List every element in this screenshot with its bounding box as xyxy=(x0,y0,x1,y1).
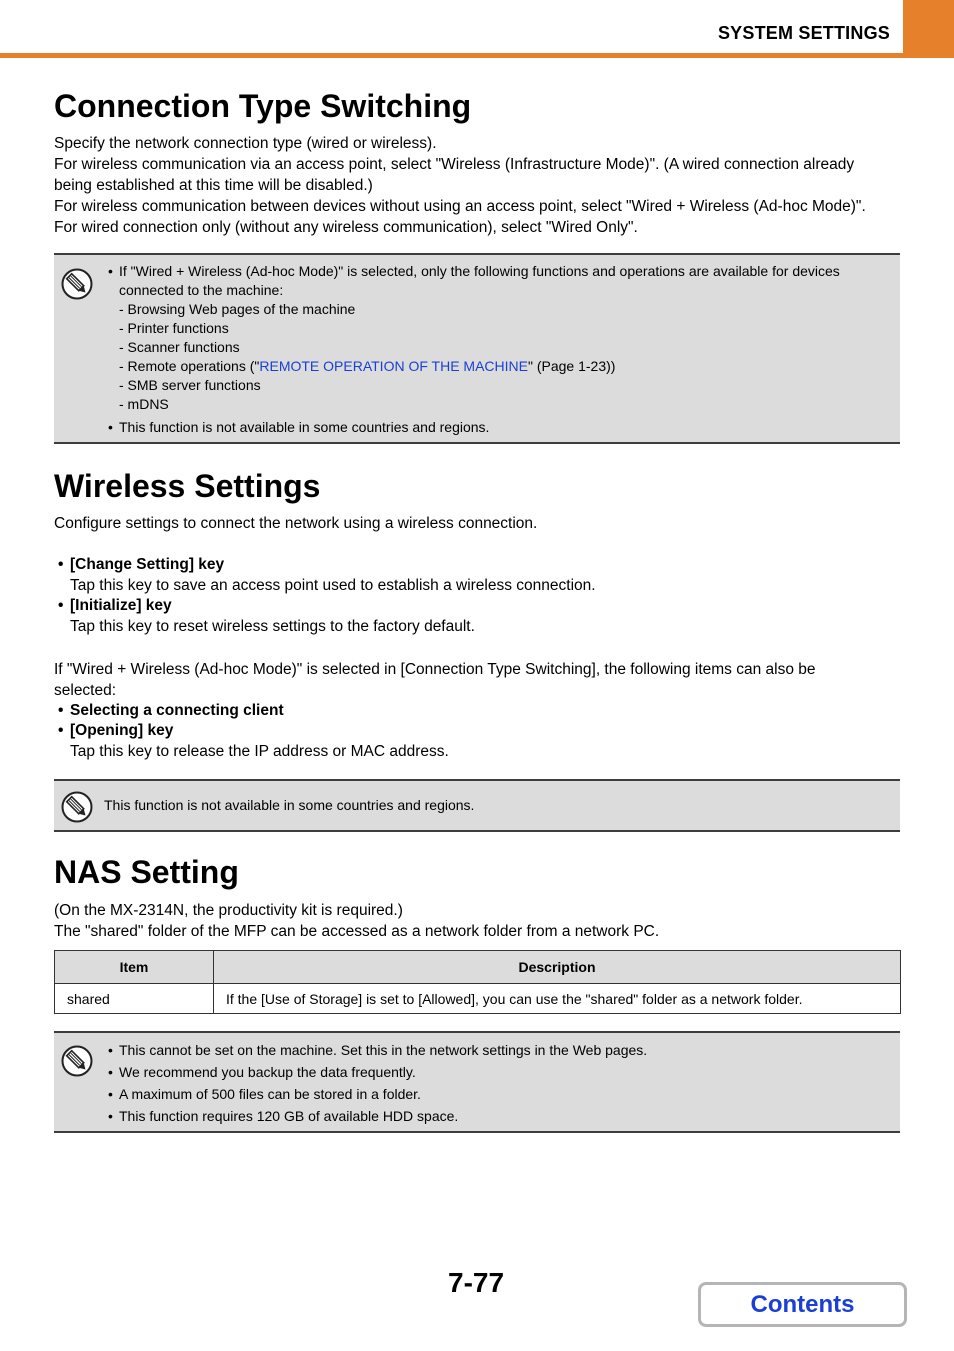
note-box-nas xyxy=(54,1031,900,1133)
note-text: • This cannot be set on the machine. Set this in the network settings in the Web pages. • We recommend you backup the data frequently. • A maximum of 500 files can be stored in a folder. • This function requires 120 GB of available HDD space. xyxy=(108,1042,648,1124)
nas-table xyxy=(54,950,901,1014)
note-list-item: - Printer functions xyxy=(119,320,229,336)
table-row xyxy=(55,984,901,1014)
note-list-item: - Browsing Web pages of the machine xyxy=(119,301,356,317)
column-header-item: Item xyxy=(55,951,214,984)
intro-line: For wired connection only (without any wireless communication), select "Wired Only". xyxy=(54,219,638,236)
note-bullet: If "Wired + Wireless (Ad-hoc Mode)" is selected, only the following functions and operations are available for devices xyxy=(119,263,840,279)
change-setting-key-desc: Tap this key to save an access point used to establish a wireless connection. xyxy=(70,577,596,594)
note-list-item: - SMB server functions xyxy=(119,377,261,393)
initialize-key-item: • [Initialize] key xyxy=(58,597,172,614)
pencil-note-icon xyxy=(61,791,93,823)
opening-key-desc: Tap this key to release the IP address or MAC address. xyxy=(70,743,449,760)
note-text: • If "Wired + Wireless (Ad-hoc Mode)" is selected, only the following functions and operations are available for devices connected to the machine: - Browsing Web pages of the machine - Printer functions - Scanner functions - Remote operations ("REMOTE OPERATION OF THE MACHINE" (Page 1-23)) - SMB server functions - mDNS • This function is not available in some countries and regions. xyxy=(108,263,840,435)
nas-intro: (On the MX-2314N, the productivity kit is required.) The "shared" folder of the MFP can be accessed as a network folder from a network PC. xyxy=(54,902,660,940)
section-header-title: SYSTEM SETTINGS xyxy=(717,23,890,43)
header-rule xyxy=(0,53,954,58)
pencil-note-icon xyxy=(61,268,93,300)
note-list-item: - Remote operations ("REMOTE OPERATION OF THE MACHINE" (Page 1-23)) xyxy=(119,358,616,374)
selecting-client-item: • Selecting a connecting client xyxy=(58,702,284,719)
column-header-description: Description xyxy=(214,951,901,984)
note-bullet: This function is not available in some countries and regions. xyxy=(119,419,490,435)
contents-button[interactable]: Contents xyxy=(698,1282,907,1327)
note-box-wireless xyxy=(54,779,900,832)
intro-line: For wireless communication via an access point, select "Wireless (Infrastructure Mode)". (A wired connection already xyxy=(54,156,855,173)
pencil-note-icon xyxy=(61,1045,93,1077)
table-cell-description: If the [Use of Storage] is set to [Allowed], you can use the "shared" folder as a network folder. xyxy=(214,984,901,1014)
note-bullet: This function requires 120 GB of available HDD space. xyxy=(119,1108,459,1124)
initialize-key-desc: Tap this key to reset wireless settings to the factory default. xyxy=(70,618,475,635)
note-text: This function is not available in some countries and regions. xyxy=(104,797,475,813)
wireless-intro: Configure settings to connect the network using a wireless connection. xyxy=(54,515,538,532)
note-bullet: We recommend you backup the data frequently. xyxy=(119,1064,416,1080)
intro-line: being established at this time will be disabled.) xyxy=(54,177,373,194)
note-line: connected to the machine: xyxy=(119,282,284,298)
heading-connection-type-switching: Connection Type Switching xyxy=(54,88,472,124)
note-bullet: A maximum of 500 files can be stored in a folder. xyxy=(119,1086,421,1102)
header-accent-tab xyxy=(903,0,954,55)
remote-operation-link[interactable]: REMOTE OPERATION OF THE MACHINE xyxy=(259,358,528,374)
adhoc-paragraph: If "Wired + Wireless (Ad-hoc Mode)" is selected in [Connection Type Switching], the following items can also be selected: xyxy=(54,661,816,699)
heading-nas-setting: NAS Setting xyxy=(54,854,239,890)
table-header-row xyxy=(55,951,901,984)
note-list-item: - mDNS xyxy=(119,396,169,412)
page-number: 7-77 xyxy=(448,1267,505,1298)
intro-line: Specify the network connection type (wired or wireless). xyxy=(54,135,437,152)
intro-line: For wireless communication between devices without using an access point, select "Wired + Wireless (Ad-hoc Mode)". xyxy=(54,198,866,215)
connection-intro xyxy=(54,133,914,238)
change-setting-key-item: • [Change Setting] key xyxy=(58,556,225,573)
note-bullet: This cannot be set on the machine. Set this in the network settings in the Web pages. xyxy=(119,1042,648,1058)
opening-key-item: • [Opening] key xyxy=(58,722,174,739)
table-cell-item: shared xyxy=(55,984,214,1014)
note-list-item: - Scanner functions xyxy=(119,339,240,355)
heading-wireless-settings: Wireless Settings xyxy=(54,468,321,504)
note-box-connection xyxy=(54,253,900,444)
